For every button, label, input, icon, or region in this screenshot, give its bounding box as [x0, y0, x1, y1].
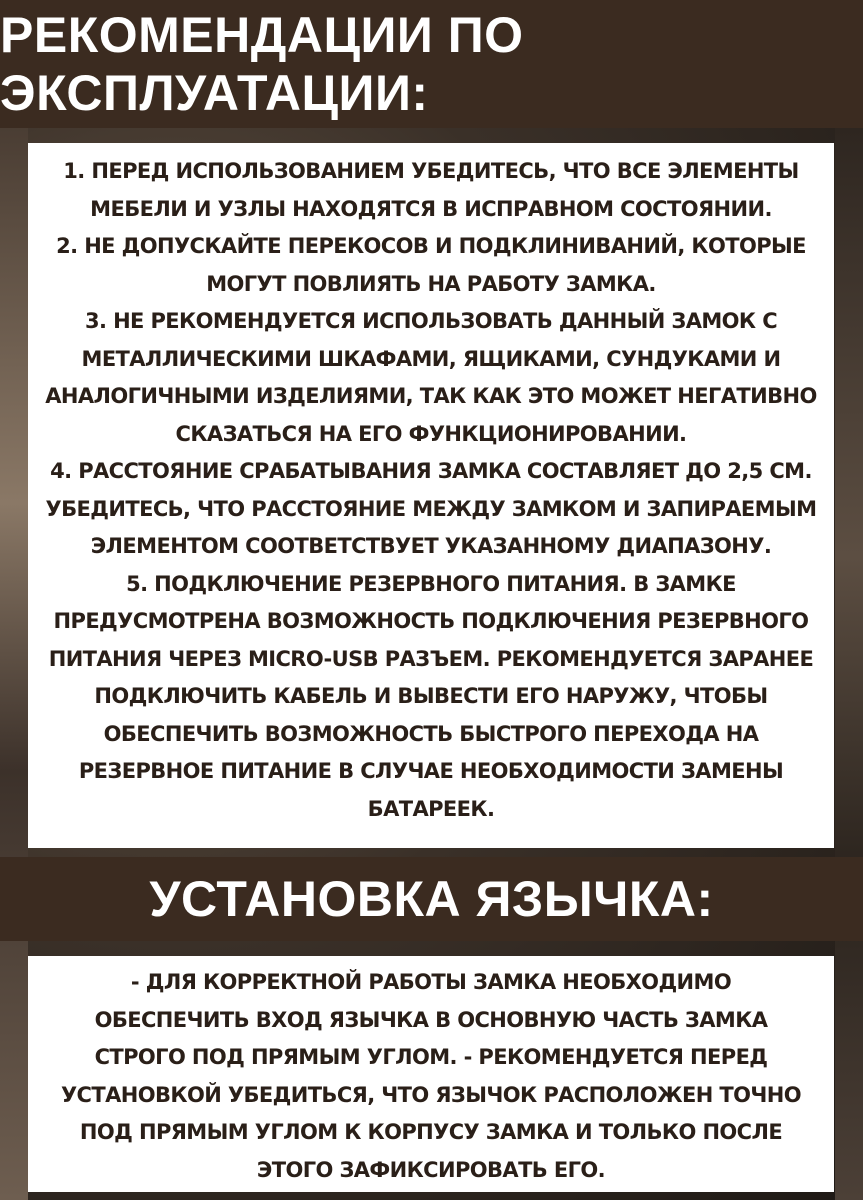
recommendations-panel: [28, 143, 834, 848]
recommendation-item-5: 5. ПОДКЛЮЧЕНИЕ РЕЗЕРВНОГО ПИТАНИЯ. В ЗАМКЕ ПРЕДУСМОТРЕНА ВОЗМОЖНОСТЬ ПОДКЛЮЧЕНИЯ РЕЗЕРВНОГО ПИТАНИЯ ЧЕРЕЗ MICRO-USB РАЗЪЕМ. РЕКОМЕНДУЕТСЯ ЗАРАНЕЕ ПОДКЛЮЧИТЬ КАБЕЛЬ И ВЫВЕСТИ ЕГО НАРУЖУ, ЧТОБЫ ОБЕСПЕЧИТЬ ВОЗМОЖНОСТЬ БЫСТРОГО ПЕРЕХОДА НА РЕЗЕРВНОЕ ПИТАНИЕ В СЛУЧАЕ НЕОБХОДИМОСТИ ЗАМЕНЫ БАТАРЕЕК.: [48, 571, 814, 821]
latch-installation-panel: [28, 956, 834, 1192]
recommendation-item-3: 3. НЕ РЕКОМЕНДУЕТСЯ ИСПОЛЬЗОВАТЬ ДАННЫЙ ЗАМОК С МЕТАЛЛИЧЕСКИМИ ШКАФАМИ, ЯЩИКАМИ, СУНДУКАМИ И АНАЛОГИЧНЫМИ ИЗДЕЛИЯМИ, ТАК КАК ЭТО МОЖЕТ НЕГАТИВНО СКАЗАТЬСЯ НА ЕГО ФУНКЦИОНИРОВАНИИ.: [45, 309, 817, 446]
recommendation-item-2: 2. НЕ ДОПУСКАЙТЕ ПЕРЕКОСОВ И ПОДКЛИНИВАНИЙ, КОТОРЫЕ МОГУТ ПОВЛИЯТЬ НА РАБОТУ ЗАМКА.: [56, 234, 806, 296]
recommendation-item-1: 1. ПЕРЕД ИСПОЛЬЗОВАНИЕМ УБЕДИТЕСЬ, ЧТО ВСЕ ЭЛЕМЕНТЫ МЕБЕЛИ И УЗЛЫ НАХОДЯТСЯ В ИСПРАВНОМ СОСТОЯНИИ.: [63, 159, 799, 221]
latch-installation-text: - ДЛЯ КОРРЕКТНОЙ РАБОТЫ ЗАМКА НЕОБХОДИМО ОБЕСПЕЧИТЬ ВХОД ЯЗЫЧКА В ОСНОВНУЮ ЧАСТЬ ЗАМКА СТРОГО ПОД ПРЯМЫМ УГЛОМ. - РЕКОМЕНДУЕТСЯ ПЕРЕД УСТАНОВКОЙ УБЕДИТЬСЯ, ЧТО ЯЗЫЧОК РАСПОЛОЖЕН ТОЧНО ПОД ПРЯМЫМ УГЛОМ К КОРПУСУ ЗАМКА И ТОЛЬКО ПОСЛЕ ЭТОГО ЗАФИКСИРОВАТЬ ЕГО.: [60, 970, 802, 1182]
background-photo-right: [835, 128, 863, 1200]
operation-recommendations-heading: РЕКОМЕНДАЦИИ ПО ЭКСПЛУАТАЦИИ:: [0, 0, 863, 128]
background-photo-left: [0, 128, 28, 1200]
recommendation-item-4: 4. РАССТОЯНИЕ СРАБАТЫВАНИЯ ЗАМКА СОСТАВЛЯЕТ ДО 2,5 СМ. УБЕДИТЕСЬ, ЧТО РАССТОЯНИЕ МЕЖДУ ЗАМКОМ И ЗАПИРАЕМЫМ ЭЛЕМЕНТОМ СООТВЕТСТВУЕТ УКАЗАННОМУ ДИАПАЗОНУ.: [45, 459, 817, 558]
latch-installation-heading: УСТАНОВКА ЯЗЫЧКА:: [0, 857, 863, 941]
